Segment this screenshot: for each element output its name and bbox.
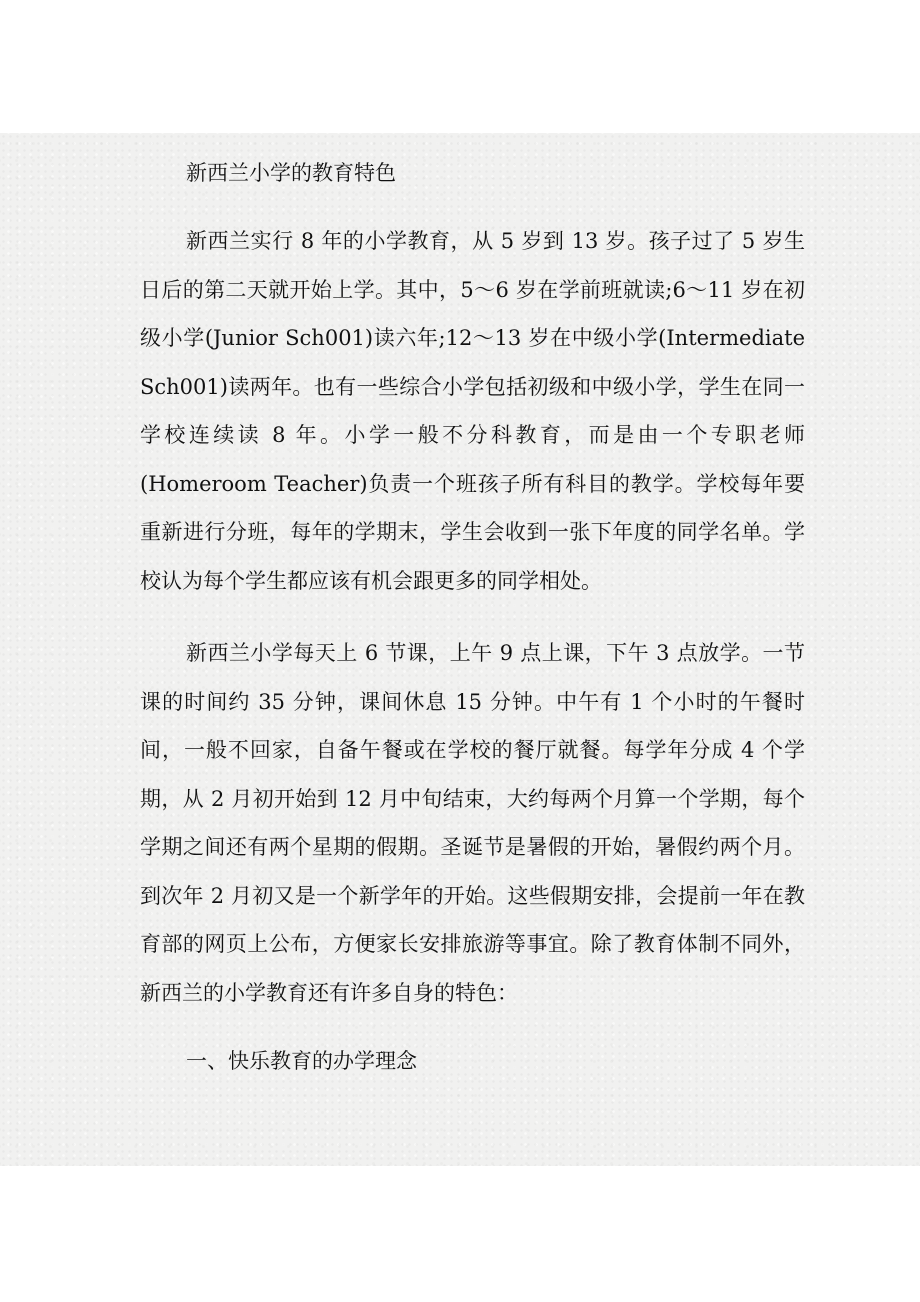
paragraph-text: 新西兰小学每天上 6 节课，上午 9 点上课，下午 3 点放学。一节课的时间约 35 分钟，课间休息 15 分钟。中午有 1 个小时的午餐时间，一般不回家，自备午餐或在学校的餐厅就餐。每学年分成 4 个学期，从 2 月初开始到 12 月中旬结束，大约每两个月算一个学期，每个学期之间还有两个星期的假期。圣诞节是暑假的开始，暑假约两个月。到次年 2 月初又是一个新学年的开始。这些假期安排，会提前一年在教育部的网页上公布，方便家长安排旅游等事宜。除了教育体制不同外，新西兰的小学教育还有许多自身的特色： (140, 641, 805, 1005)
section-heading: 一、快乐教育的办学理念 (186, 1049, 417, 1073)
document-body (140, 153, 805, 1081)
document-title: 新西兰小学的教育特色 (186, 161, 396, 185)
paragraph-1 (140, 217, 805, 605)
paragraph-text: 新西兰实行 8 年的小学教育，从 5 岁到 13 岁。孩子过了 5 岁生日后的第二天就开始上学。其中，5～6 岁在学前班就读;6～11 岁在初级小学(Junior Sch001)读六年;12～13 岁在中级小学(Intermediate Sch001)读两年。也有一些综合小学包括初级和中级小学，学生在同一学校连续读 8 年。小学一般不分科教育，而是由一个专职老师(Homeroom Teacher)负责一个班孩子所有科目的教学。学校每年要重新进行分班，每年的学期末，学生会收到一张下年度的同学名单。学校认为每个学生都应该有机会跟更多的同学相处。 (140, 229, 805, 593)
paragraph-2 (140, 629, 805, 1017)
